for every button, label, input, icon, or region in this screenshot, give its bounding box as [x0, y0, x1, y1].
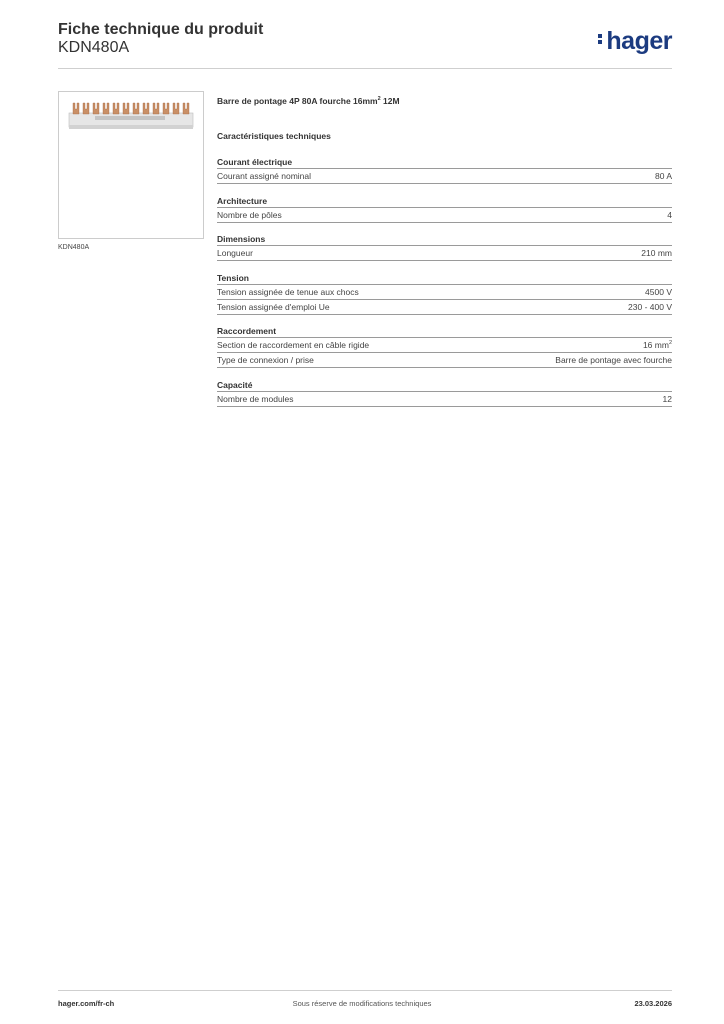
busbar-fork-tooth: [173, 103, 179, 114]
busbar-fork-tooth: [103, 103, 109, 114]
spec-group-title: Architecture: [217, 196, 268, 206]
spec-value-text: 16 mm: [642, 340, 669, 350]
busbar-fork-tooth: [113, 103, 119, 114]
footer-divider: [58, 990, 672, 991]
spec-value: [555, 355, 672, 365]
product-name-suffix: 12M: [380, 96, 400, 106]
spec-group-title: Raccordement: [217, 326, 277, 336]
busbar-fork-tooth: [83, 103, 89, 114]
spec-value-text: 80 A: [654, 171, 672, 181]
spec-value-text: 4500 V: [645, 287, 672, 297]
spec-group-title: Capacité: [217, 380, 253, 390]
spec-value-text: 4: [667, 210, 672, 220]
header-divider: [58, 68, 672, 69]
spec-label: Courant assigné nominal: [217, 171, 312, 181]
busbar-fork-tooth: [163, 103, 169, 114]
spec-label: Longueur: [217, 248, 253, 258]
busbar-fork-tooth: [183, 103, 189, 114]
product-image-caption: KDN480A: [58, 244, 90, 251]
hager-logo: [598, 27, 672, 56]
logo-text: hager: [606, 27, 672, 55]
spec-value: [645, 287, 672, 297]
product-code: KDN480A: [58, 39, 130, 56]
spec-row: [217, 207, 672, 223]
spec-label: Tension assignée de tenue aux chocs: [217, 287, 359, 297]
footer-date: 23.03.2026: [634, 999, 672, 1008]
spec-value-text: 210 mm: [641, 248, 672, 258]
spec-value-text: 230 - 400 V: [628, 302, 672, 312]
spec-row: [217, 284, 672, 299]
spec-group-title: Tension: [217, 273, 249, 283]
busbar-comb-image: [67, 101, 195, 135]
spec-label: Tension assignée d'emploi Ue: [217, 302, 330, 312]
footer-website: hager.com/fr-ch: [58, 999, 115, 1008]
spec-row: [217, 391, 672, 407]
spec-group-title: Dimensions: [217, 234, 266, 244]
busbar-fork-tooth: [153, 103, 159, 114]
busbar-fork-tooth: [73, 103, 79, 114]
product-name-superscript: 2: [377, 96, 381, 103]
spec-value: [663, 394, 672, 404]
product-image-frame: [58, 91, 204, 239]
spec-value: [641, 248, 672, 258]
busbar-fork-tooth: [143, 103, 149, 114]
footer-notice: Sous réserve de modifications techniques: [292, 999, 432, 1008]
spec-label: Type de connexion / prise: [217, 355, 314, 365]
spec-row: [217, 168, 672, 184]
spec-value: [628, 302, 672, 312]
spec-value: [655, 171, 672, 181]
spec-row: [217, 337, 672, 352]
spec-row: [217, 245, 672, 261]
specs-heading: Caractéristiques techniques: [217, 131, 331, 141]
busbar-fork-tooth: [133, 103, 139, 114]
product-name-text: Barre de pontage 4P 80A fourche 16mm: [217, 96, 378, 106]
spec-row: [217, 299, 672, 315]
spec-value-text: Barre de pontage avec fourche: [555, 355, 672, 365]
document-title: Fiche technique du produit: [58, 21, 264, 38]
busbar-fork-tooth: [93, 103, 99, 114]
spec-value: [667, 210, 672, 220]
spec-label: Nombre de pôles: [217, 210, 282, 220]
spec-value: [643, 340, 672, 350]
spec-label: Nombre de modules: [217, 394, 294, 404]
logo-colon-icon: [598, 32, 603, 46]
product-name: [217, 96, 400, 106]
spec-group-title: Courant électrique: [217, 157, 293, 167]
spec-row: [217, 352, 672, 368]
spec-value-text: 12: [662, 394, 672, 404]
spec-label: Section de raccordement en câble rigide: [217, 340, 370, 350]
spec-value-superscript: 2: [668, 340, 672, 347]
busbar-fork-tooth: [123, 103, 129, 114]
